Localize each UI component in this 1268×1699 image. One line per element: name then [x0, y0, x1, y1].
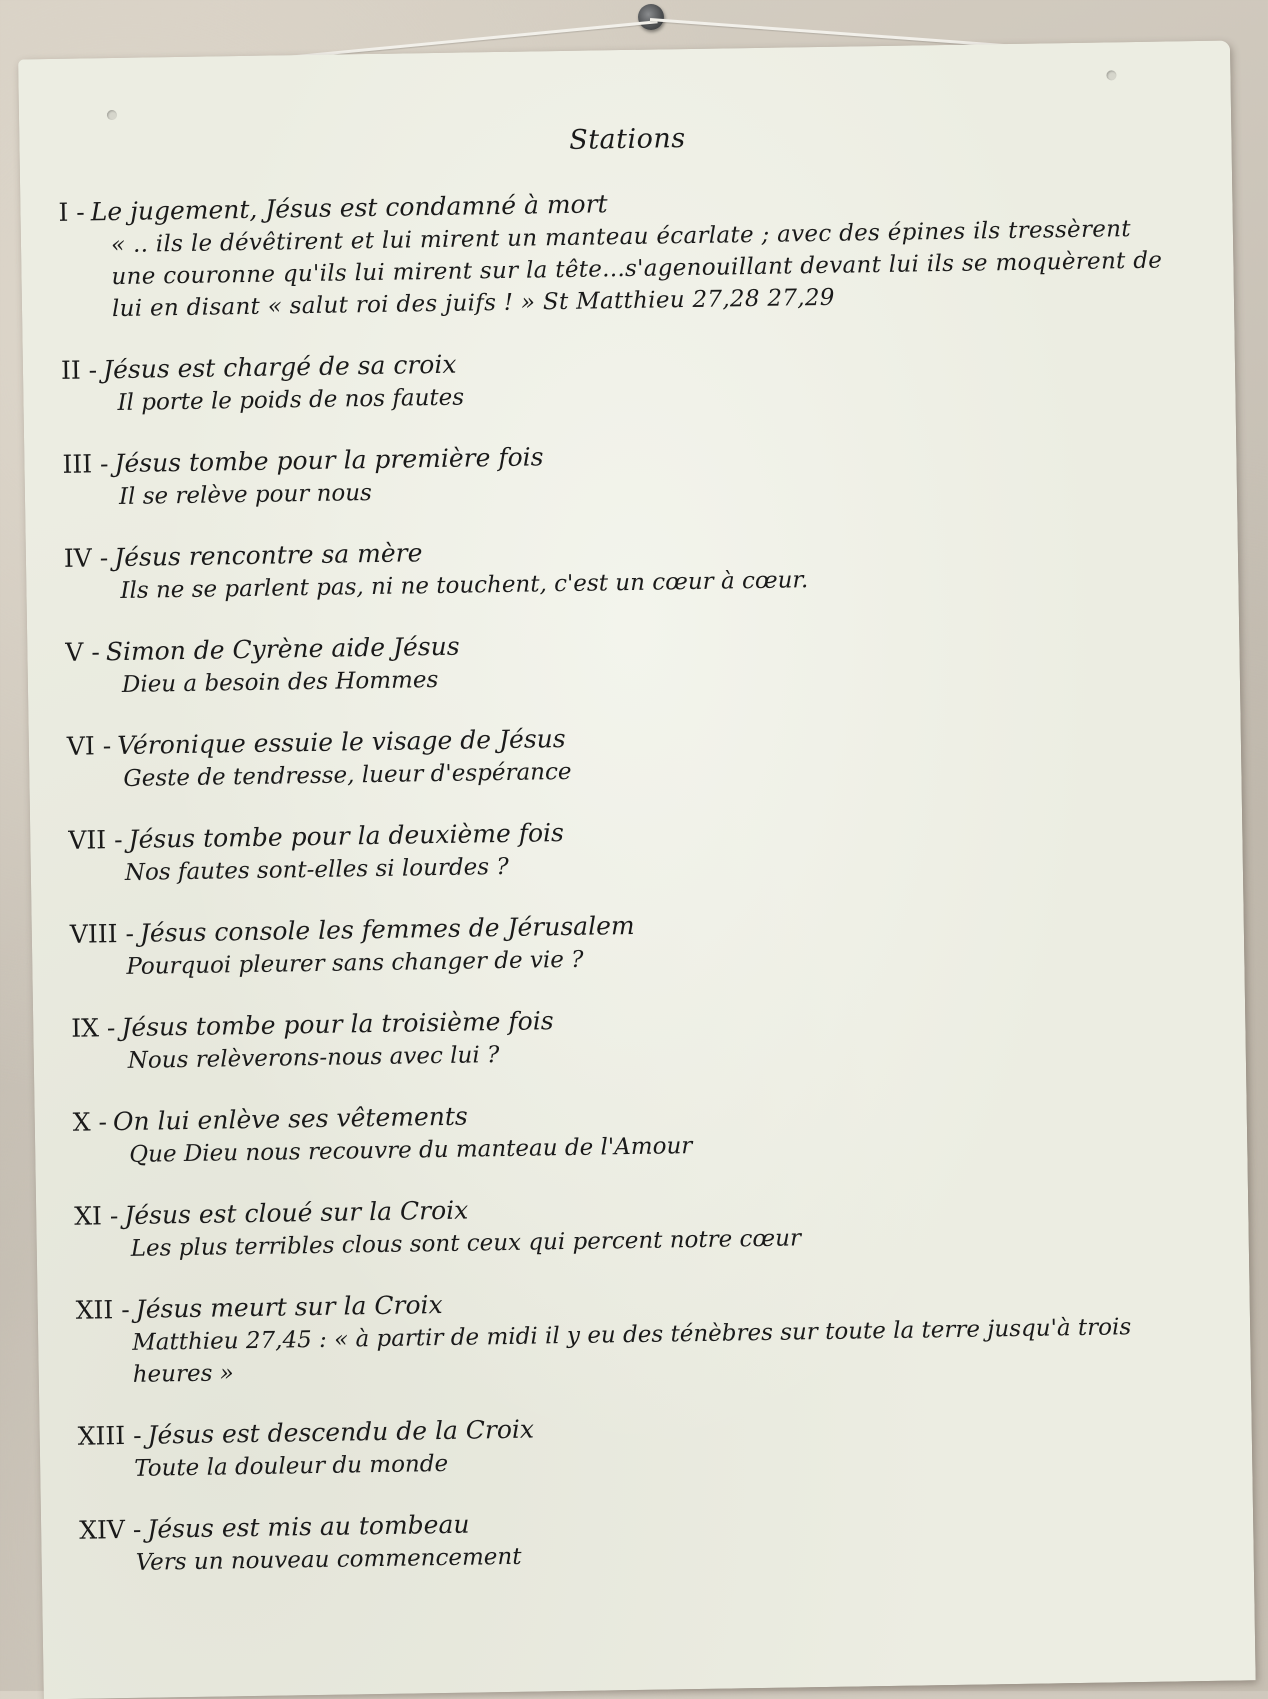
station-text: Nos fautes sont-elles si lourdes ? [124, 853, 509, 886]
station-text: Il porte le poids de nos fautes [117, 384, 465, 416]
stations-placard [18, 40, 1256, 1699]
station-13 [77, 1402, 1218, 1486]
station-numeral: VII - [68, 824, 123, 855]
station-numeral: V - [65, 637, 101, 667]
placard-title: Stations [568, 123, 686, 156]
station-numeral: IX - [71, 1013, 116, 1043]
station-title: Jésus est cloué sur la Croix [124, 1195, 469, 1230]
station-numeral: XI - [74, 1201, 119, 1231]
station-text: Dieu a besoin des Hommes [121, 666, 439, 698]
station-3 [62, 430, 1203, 514]
station-12 [75, 1276, 1216, 1392]
station-title: Jésus est mis au tombeau [147, 1509, 470, 1544]
station-title: Jésus tombe pour la deuxième fois [128, 818, 565, 854]
station-10 [73, 1088, 1214, 1172]
placard-content [57, 81, 1221, 1608]
station-text: « .. ils le dévêtirent et lui mirent un manteau écarlate ; avec des épines ils tressèrent une couronne qu'ils lui mirent sur la tête...s'agenouillant devant lui ils se moquèrent de lui en disant « salut roi des juifs ! » St Matthieu 27,28 27,29 [110, 216, 1163, 323]
station-numeral: I - [58, 197, 85, 227]
station-text: Les plus terribles clous sont ceux qui percent notre cœur [130, 1225, 802, 1262]
station-text: Que Dieu nous recouvre du manteau de l'Amour [129, 1133, 693, 1168]
station-text: Ils ne se parlent pas, ni ne touchent, c'est un cœur à cœur. [120, 567, 809, 604]
station-numeral: X - [72, 1107, 108, 1137]
station-title: Jésus rencontre sa mère [114, 538, 423, 573]
station-title: Jésus console les femmes de Jérusalem [139, 910, 635, 948]
station-text: Toute la douleur du monde [134, 1450, 449, 1482]
mounting-hole-right [1106, 70, 1116, 80]
station-title: Jésus tombe pour la troisième fois [121, 1006, 554, 1043]
wall-nail [638, 4, 664, 30]
station-numeral: IV - [63, 543, 109, 573]
station-text: Pourquoi pleurer sans changer de vie ? [126, 946, 584, 980]
station-title: Jésus meurt sur la Croix [135, 1290, 443, 1324]
station-title: Jésus est chargé de sa croix [102, 349, 457, 385]
station-text: Vers un nouveau commencement [135, 1543, 522, 1576]
station-6 [67, 712, 1208, 796]
station-title: Jésus est descendu de la Croix [147, 1414, 535, 1450]
station-title: Le jugement, Jésus est condamné à mort [90, 189, 608, 227]
station-numeral: XIII - [77, 1420, 142, 1451]
station-title: Jésus tombe pour la première fois [114, 442, 544, 479]
station-numeral: III - [62, 449, 109, 479]
station-numeral: XIV - [78, 1514, 142, 1545]
station-title: Simon de Cyrène aide Jésus [105, 631, 460, 667]
station-title: Véronique essuie le visage de Jésus [116, 724, 566, 761]
station-2 [61, 336, 1202, 420]
station-text: Nous relèverons-nous avec lui ? [127, 1042, 500, 1074]
station-title: On lui enlève ses vêtements [112, 1101, 468, 1137]
station-5 [65, 618, 1206, 702]
station-8 [70, 900, 1211, 984]
station-9 [71, 994, 1212, 1078]
station-numeral: VI - [66, 731, 112, 761]
station-numeral: XII - [75, 1294, 130, 1325]
station-11 [74, 1182, 1215, 1266]
station-text: Geste de tendresse, lueur d'espérance [123, 758, 572, 792]
station-numeral: VIII - [69, 918, 135, 949]
station-1 [58, 178, 1200, 326]
station-text: Matthieu 27,45 : « à partir de midi il y eu des ténèbres sur toute la terre jusqu'à trois heures » [132, 1314, 1132, 1388]
station-numeral: II - [60, 355, 98, 385]
station-7 [68, 806, 1209, 890]
station-text: Il se relève pour nous [118, 480, 373, 510]
station-4 [64, 524, 1205, 608]
station-14 [79, 1496, 1220, 1580]
